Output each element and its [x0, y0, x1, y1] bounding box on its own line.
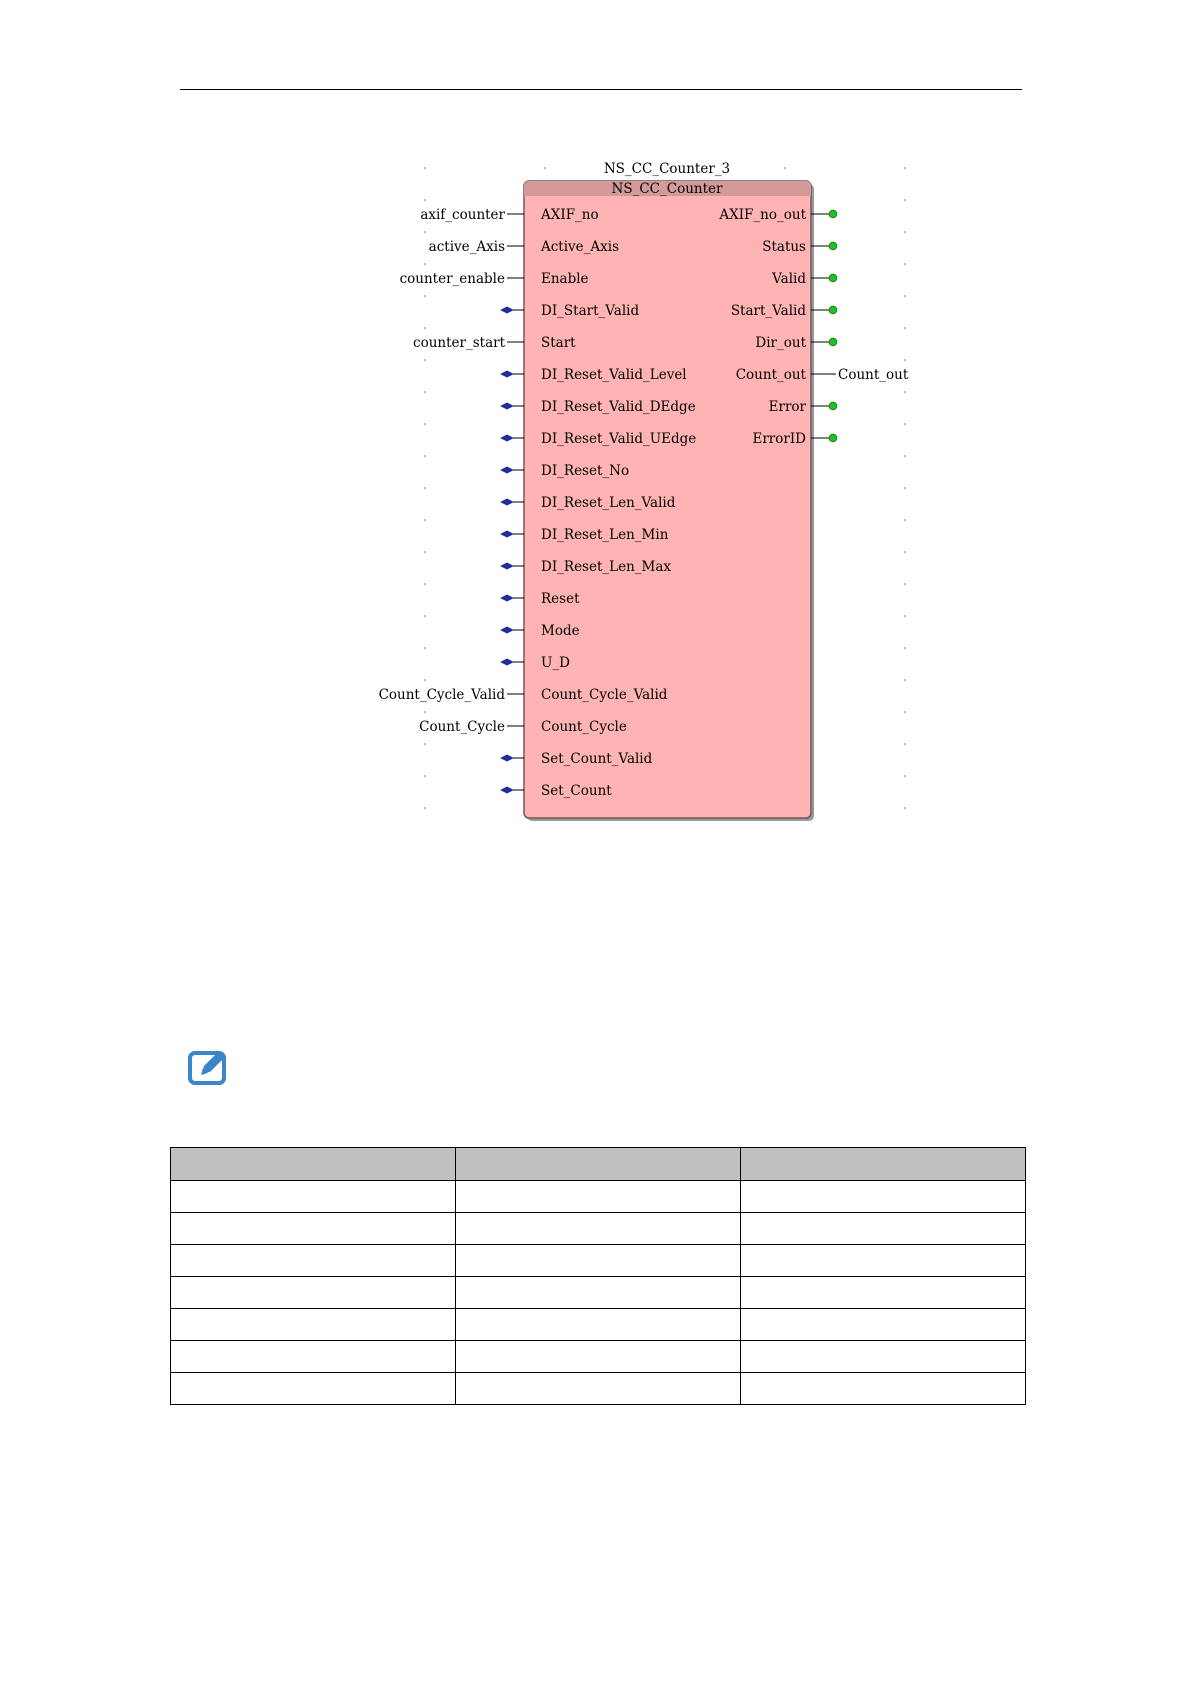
input-pin-label: DI_Reset_Len_Valid [541, 495, 676, 511]
grid-dot [904, 391, 906, 393]
input-pin-label: DI_Start_Valid [541, 303, 640, 319]
unconnected-input-marker[interactable] [500, 627, 514, 634]
parameter-table [170, 1147, 1026, 1405]
grid-dot [424, 359, 426, 361]
unconnected-input-marker[interactable] [500, 435, 514, 442]
input-pin-label: DI_Reset_No [541, 463, 630, 479]
input-connected-variable[interactable]: active_Axis [428, 239, 505, 255]
unconnected-output-marker[interactable] [829, 338, 837, 346]
table-row [171, 1309, 1026, 1341]
input-pin-label: Reset [541, 591, 580, 607]
grid-dot [904, 807, 906, 809]
grid-dot [424, 295, 426, 297]
input-connected-variable[interactable]: axif_counter [420, 207, 505, 223]
table-cell [456, 1277, 741, 1309]
output-pin[interactable] [769, 399, 837, 415]
input-pin[interactable] [400, 271, 589, 287]
grid-dot [424, 775, 426, 777]
grid-dot [424, 263, 426, 265]
input-pin-label: Active_Axis [541, 239, 620, 255]
table-cell [171, 1245, 456, 1277]
input-pin[interactable] [500, 463, 629, 479]
table-row [171, 1181, 1026, 1213]
grid-dot [904, 583, 906, 585]
grid-dot [904, 423, 906, 425]
table-cell [741, 1341, 1026, 1373]
input-pin-label: Count_Cycle_Valid [541, 687, 668, 703]
grid-dot [904, 295, 906, 297]
grid-dot [544, 167, 546, 169]
grid-dot [424, 391, 426, 393]
table-row [171, 1245, 1026, 1277]
table-cell [171, 1373, 456, 1405]
input-pin[interactable] [500, 591, 580, 607]
table-cell [456, 1309, 741, 1341]
table-cell [741, 1181, 1026, 1213]
table-cell [741, 1277, 1026, 1309]
input-pin-label: DI_Reset_Valid_DEdge [541, 399, 696, 415]
table-cell [456, 1341, 741, 1373]
input-pin[interactable] [500, 303, 639, 319]
input-pin-label: Start [541, 335, 576, 351]
grid-dot [904, 327, 906, 329]
unconnected-input-marker[interactable] [500, 499, 514, 506]
unconnected-input-marker[interactable] [500, 755, 514, 762]
input-pin-label: Set_Count [541, 783, 612, 799]
grid-dot [424, 487, 426, 489]
input-pin[interactable] [420, 207, 598, 223]
table-cell [456, 1213, 741, 1245]
grid-dot [424, 167, 426, 169]
grid-dot [424, 647, 426, 649]
unconnected-output-marker[interactable] [829, 434, 837, 442]
table-row [171, 1373, 1026, 1405]
grid-dot [904, 679, 906, 681]
table-cell [456, 1373, 741, 1405]
grid-dot [424, 743, 426, 745]
grid-dot [904, 487, 906, 489]
unconnected-output-marker[interactable] [829, 274, 837, 282]
output-pin[interactable] [753, 431, 837, 447]
table-cell [171, 1277, 456, 1309]
unconnected-input-marker[interactable] [500, 371, 514, 378]
grid-dot [424, 199, 426, 201]
grid-dot [424, 807, 426, 809]
unconnected-input-marker[interactable] [500, 467, 514, 474]
unconnected-input-marker[interactable] [500, 787, 514, 794]
unconnected-input-marker[interactable] [500, 659, 514, 666]
output-pin[interactable] [771, 271, 837, 287]
grid-dot [424, 583, 426, 585]
output-pin-label: AXIF_no_out [719, 207, 806, 223]
table-cell [171, 1341, 456, 1373]
table-header-row [171, 1148, 1026, 1181]
unconnected-input-marker[interactable] [500, 307, 514, 314]
grid-dot [424, 679, 426, 681]
grid-dot [424, 551, 426, 553]
grid-dot [904, 263, 906, 265]
input-pin-label: U_D [541, 655, 570, 671]
unconnected-input-marker[interactable] [500, 531, 514, 538]
unconnected-output-marker[interactable] [829, 210, 837, 218]
input-connected-variable[interactable]: Count_Cycle [419, 719, 505, 735]
output-pin[interactable] [731, 303, 837, 319]
grid-dot [904, 199, 906, 201]
input-pin[interactable] [500, 783, 612, 799]
output-pin[interactable] [762, 239, 837, 255]
unconnected-input-marker[interactable] [500, 403, 514, 410]
output-pin-label: Count_out [735, 367, 806, 383]
grid-dot [424, 455, 426, 457]
output-pin-label: Status [762, 239, 806, 255]
grid-dot [784, 167, 786, 169]
input-connected-variable[interactable]: counter_enable [399, 271, 505, 287]
input-pin-label: DI_Reset_Len_Min [541, 527, 669, 543]
grid-dot [904, 455, 906, 457]
table-header-cell [741, 1148, 1026, 1181]
block-type-name: NS_CC_Counter [611, 181, 723, 197]
grid-dot [424, 231, 426, 233]
table-cell [456, 1181, 741, 1213]
input-pin[interactable] [413, 335, 576, 351]
table-header-cell [456, 1148, 741, 1181]
unconnected-input-marker[interactable] [500, 595, 514, 602]
grid-dot [904, 519, 906, 521]
output-pin-label: Start_Valid [730, 303, 806, 319]
grid-dot [904, 359, 906, 361]
table-cell [171, 1181, 456, 1213]
grid-dot [424, 711, 426, 713]
unconnected-input-marker[interactable] [500, 563, 514, 570]
grid-dot [904, 551, 906, 553]
output-pin-label: Error [768, 399, 806, 415]
input-pin-label: DI_Reset_Valid_Level [541, 367, 687, 383]
input-pin-label: Mode [541, 623, 580, 639]
table-cell [741, 1373, 1026, 1405]
grid-dot [904, 743, 906, 745]
table-cell [741, 1213, 1026, 1245]
grid-dot [904, 711, 906, 713]
input-pin-label: AXIF_no [541, 207, 599, 223]
unconnected-output-marker[interactable] [829, 402, 837, 410]
input-pin-label: Count_Cycle [541, 719, 627, 735]
table-cell [456, 1245, 741, 1277]
output-pin[interactable] [736, 367, 909, 383]
grid-dot [424, 327, 426, 329]
grid-dot [904, 615, 906, 617]
grid-dot [904, 231, 906, 233]
input-connected-variable[interactable]: counter_start [413, 335, 505, 351]
input-pin[interactable] [500, 751, 653, 767]
input-pin[interactable] [419, 719, 627, 735]
table-cell [741, 1309, 1026, 1341]
grid-dot [904, 647, 906, 649]
unconnected-output-marker[interactable] [829, 306, 837, 314]
input-pin-label: DI_Reset_Valid_UEdge [541, 431, 697, 447]
table-row [171, 1341, 1026, 1373]
grid-dot [904, 167, 906, 169]
output-pin[interactable] [755, 335, 836, 351]
grid-dot [424, 423, 426, 425]
input-pin-label: Enable [541, 271, 589, 287]
edit-note-icon [186, 1047, 232, 1087]
input-pin-label: DI_Reset_Len_Max [541, 559, 672, 575]
input-pin-label: Set_Count_Valid [541, 751, 653, 767]
table-cell [741, 1245, 1026, 1277]
output-pin-label: Valid [772, 271, 806, 287]
output-pin-label: Dir_out [755, 335, 806, 351]
grid-dot [904, 775, 906, 777]
unconnected-output-marker[interactable] [829, 242, 837, 250]
input-pin[interactable] [379, 687, 668, 703]
output-pin-label: ErrorID [752, 431, 806, 447]
table-header-cell [171, 1148, 456, 1181]
table-cell [171, 1309, 456, 1341]
instance-name: NS_CC_Counter_3 [603, 161, 731, 177]
output-pin[interactable] [718, 207, 836, 223]
output-connected-variable[interactable]: Count_out [838, 367, 909, 383]
grid-dot [424, 519, 426, 521]
grid-dot [424, 615, 426, 617]
table-row [171, 1213, 1026, 1245]
table-row [171, 1277, 1026, 1309]
table-cell [171, 1213, 456, 1245]
input-connected-variable[interactable]: Count_Cycle_Valid [378, 687, 505, 703]
